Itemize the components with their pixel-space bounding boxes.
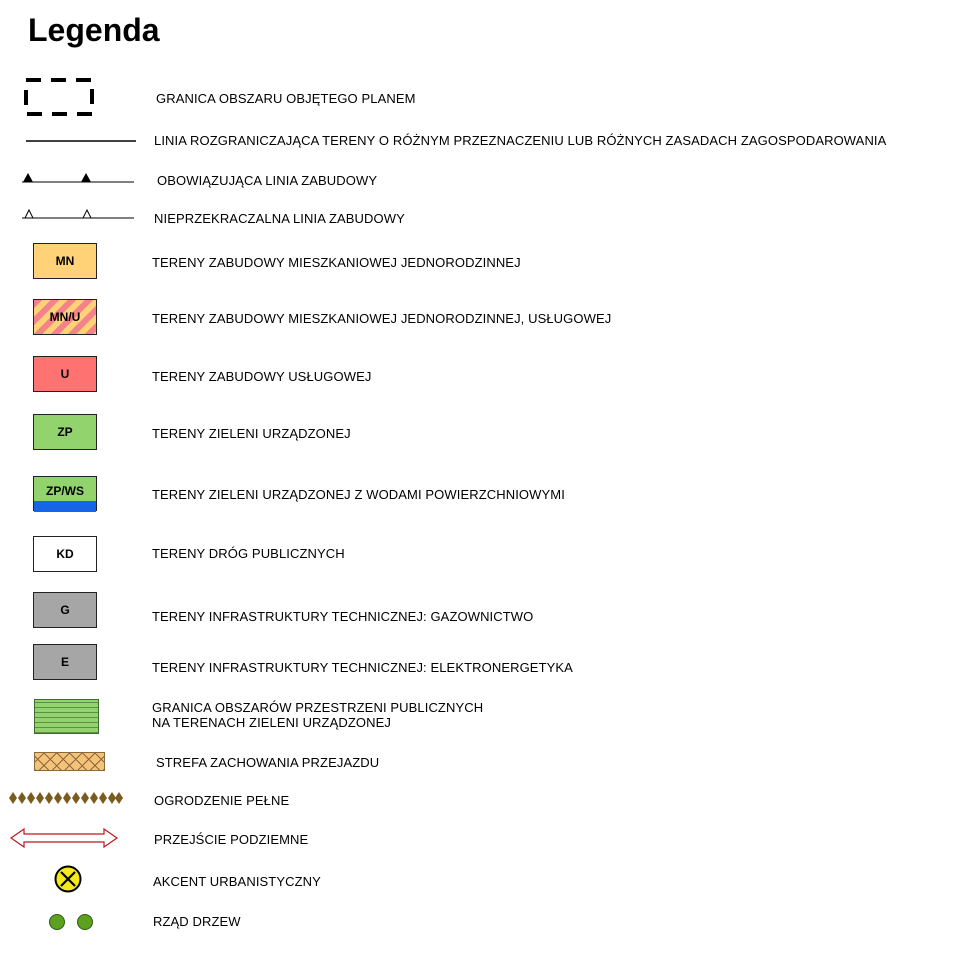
- legend-label-public-space-line2: NA TERENACH ZIELENI URZĄDZONEJ: [152, 715, 391, 730]
- green-lined-area-icon: [34, 699, 99, 734]
- double-arrow-icon: [10, 827, 120, 849]
- zone-zpws-swatch: [33, 476, 97, 511]
- legend-label-dividing-line: LINIA ROZGRANICZAJĄCA TERENY O RÓŻNYM PRZEZNACZENIU LUB RÓŻNYCH ZASADACH ZAGOSPODAROWANIA: [154, 133, 887, 148]
- legend-label-kd: TERENY DRÓG PUBLICZNYCH: [152, 546, 345, 561]
- zone-mnu-swatch: [33, 299, 97, 335]
- legend-label-obligatory-building-line: OBOWIĄZUJĄCA LINIA ZABUDOWY: [157, 173, 378, 188]
- zone-g-code: G: [60, 603, 70, 617]
- zone-e-code: E: [60, 655, 69, 669]
- zone-mn-swatch: [33, 243, 97, 279]
- legend-label-fence: OGRODZENIE PEŁNE: [154, 793, 290, 808]
- legend-label-underpass: PRZEJŚCIE PODZIEMNE: [154, 832, 309, 847]
- dashed-boundary-icon: [22, 76, 96, 118]
- zone-u-swatch: [33, 356, 97, 392]
- zone-g-swatch: [33, 592, 97, 628]
- legend-label-passage-zone: STREFA ZACHOWANIA PRZEJAZDU: [156, 755, 380, 770]
- zone-zp-swatch: [33, 414, 97, 450]
- zone-u-code: U: [60, 367, 70, 381]
- legend-title: Legenda: [28, 12, 160, 48]
- legend-label-zpws: TERENY ZIELENI URZĄDZONEJ Z WODAMI POWIERZCHNIOWYMI: [152, 487, 565, 502]
- zone-mn-code: MN: [55, 254, 75, 268]
- legend-label-zp: TERENY ZIELENI URZĄDZONEJ: [152, 426, 351, 441]
- filled-triangle-line-icon: [20, 170, 136, 186]
- zone-zpws-code: ZP/WS: [46, 484, 84, 498]
- crosshatch-area-icon: [34, 752, 105, 771]
- legend-label-plan-boundary: GRANICA OBSZARU OBJĘTEGO PLANEM: [156, 91, 416, 106]
- legend-label-e: TERENY INFRASTRUKTURY TECHNICZNEJ: ELEKTRONERGETYKA: [152, 660, 573, 675]
- hollow-triangle-line-icon: [20, 206, 136, 222]
- solid-line-icon: [26, 138, 136, 144]
- zone-mnu-code: MN/U: [49, 310, 81, 324]
- water-strip: [34, 501, 96, 512]
- legend-label-tree-row: RZĄD DRZEW: [153, 914, 241, 929]
- legend-label-u: TERENY ZABUDOWY USŁUGOWEJ: [152, 369, 372, 384]
- zone-kd-swatch: [33, 536, 97, 572]
- legend-label-mn: TERENY ZABUDOWY MIESZKANIOWEJ JEDNORODZINNEJ: [152, 255, 521, 270]
- legend-label-public-space-line1: GRANICA OBSZARÓW PRZESTRZENI PUBLICZNYCH: [152, 700, 484, 715]
- zone-kd-code: KD: [56, 547, 74, 561]
- legend-label-g: TERENY INFRASTRUKTURY TECHNICZNEJ: GAZOWNICTWO: [152, 609, 534, 624]
- legend-label-nonexceedable-building-line: NIEPRZEKRACZALNA LINIA ZABUDOWY: [154, 211, 405, 226]
- zone-zp-code: ZP: [57, 425, 73, 439]
- tree-dots-icon: [46, 911, 98, 933]
- diamond-chain-icon: [9, 790, 123, 806]
- zone-e-swatch: [33, 644, 97, 680]
- circle-x-icon: [53, 864, 83, 894]
- legend-label-urban-accent: AKCENT URBANISTYCZNY: [153, 874, 321, 889]
- legend-label-mnu: TERENY ZABUDOWY MIESZKANIOWEJ JEDNORODZINNEJ, USŁUGOWEJ: [152, 311, 612, 326]
